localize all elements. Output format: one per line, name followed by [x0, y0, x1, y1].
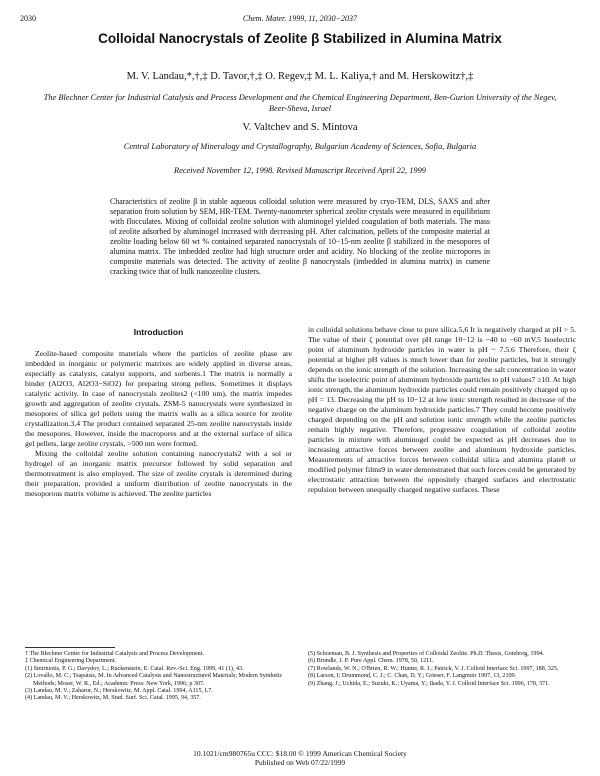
page-footer	[40, 749, 560, 767]
abstract: Characteristics of zeolite β in stable aqueous colloidal solution were measured by cryo-TEM, DLS, SAXS and after separation from solution by SEM, HR-TEM. Twenty-nanometer spherical zeolite crystals were measured in equilibrium with flocculates. Mixing of colloidal zeolite solution with aluminogel yielded coagulation of both materials. The mass of zeolite adsorbed by aluminogel increased with decreasing pH. After calcination, pellets of the composite material at zeolite loading below 60 wt % contained separated nanocrystals of 10−15-nm zeolite β stabilized in the mesopores of alumina matrix. The imbedded zeolite had high structure order and acidity. No blocking of the zeolite micropores in composite materials was detected. The activity of zeolite β nanocrystals (imbedded in alumina matrix) in cumene cracking twice that of bulk nanozeolite clusters.	[110, 197, 490, 276]
section-heading-introduction: Introduction	[133, 327, 184, 337]
doi-line: 10.1021/cm980765u CCC: $18.00 © 1999 American Chemical Society	[193, 749, 407, 758]
reference: (6) Brundle, J. P. Pure Appl. Chem. 1978, 50, 1211.	[308, 658, 434, 665]
footnote: ‡ Chemical Engineering Department.	[25, 658, 117, 665]
paragraph: Zeolite-based composite materials where the particles of zeolite phase are imbedded in inorganic or polymeric matrixes are widely applied in diverse areas, especially as catalysts, catalyst supports, and sorbents.1 The matrix is normally a binder (Al2O3, Al2O3−SiO2) for preparing strong pellets. Sometimes it displays catalytic activity. In case of nanocrystals zeolites2 (<100 nm), the matrix impedes growth and aggregation of zeolite crystals. ZSM-5 nanocrystals were synthesized in mesopores of silica gel pellets using the matrix walls as a silica source for zeolite crystallization.3,4 The product contained separated 25-nm zeolite nanocrystals inside the mesopores. However, inside the macropores and at the external surface of silica gel pellets, large zeolite crystals, >500 nm were formed.	[25, 349, 292, 448]
received-dates: Received November 12, 1998. Revised Manuscript Received April 22, 1999	[174, 166, 426, 175]
reference: (8) Larson, I; Drummond, C. J.; C. Chan, D. Y.; Grieser, F. Langmuir 1997, 13, 2109.	[308, 673, 517, 680]
reference: (5) Schoeman, B. J. Synthesis and Properties of Colloidal Zeolite. Ph.D. Thesis, Goteborg, 1994.	[308, 651, 545, 657]
affiliation-2: Central Laboratory of Mineralogy and Crystallography, Bulgarian Academy of Sciences, Sofia, Bulgaria	[123, 142, 477, 151]
footnote: † The Blechner Center for Industrial Catalysis and Process Development.	[25, 651, 204, 657]
footnotes-left	[25, 651, 292, 703]
publication-date: Published on Web 07/22/1999	[254, 758, 346, 767]
footnote-rule	[25, 647, 115, 648]
left-column	[25, 325, 292, 499]
paragraph: in colloidal solutions behave close to pure silica.5,6 It is negatively charged at pH > 5. The value of their ζ potential over pH range 10−12 is −40 to −60 mV.5 Isoelectric point of aluminum hydroxide particles in water is pH ~ 7.5.6 Therefore, their ζ potential at higher pH values is much lower than for zeolite particles, but it strongly depends on the ionic strength of the solution. Increasing the salt concentration in water shifts the isoelectric point of aluminum hydroxide particles to pH values7 ≥10. At high ionic strength, the aluminum hydroxide particles could remain positively charged up to pH = 13. Decreasing the pH to 10−12 at low ionic strength resulted in decrease of the negative charge on the aluminum hydroxide particles.7 They could become positively charged depending on the pH and solution ionic strength while the zeolite particles remain highly negative. Therefore, progressive coagulation of colloidal zeolite particles in mixture with aluminogel could be expected as pH decreases due to increasing attractive forces between zeolite and aluminum hydroxide particles. Measurements of attractive forces between colloidal silica and alumina plate8 or modified polymer films9 in water demonstrated that such forces could be generated by electrostatic attraction between the oppositely charged surfaces and electrostatic repulsion between unequally charged negative surfaces. These	[308, 325, 576, 494]
author-list-2: V. Valtchev and S. Mintova	[242, 122, 358, 133]
right-column	[308, 325, 576, 495]
page-number: 2030	[20, 14, 36, 23]
affiliation-1: The Blechner Center for Industrial Catalysis and Process Development and the Chemical Engineering Department, Ben-Gurion University of the Negev, Beer-Sheva, Israel	[43, 93, 557, 113]
reference: (1) Smirniotis, P. G.; Davydov, L.; Ruckenstein, E. Catal. Rev.-Sci. Eng. 1999, 41 (1), 43.	[25, 665, 244, 672]
article-title: Colloidal Nanocrystals of Zeolite β Stabilized in Alumina Matrix	[98, 31, 502, 46]
reference: (9) Zhang, J.; Uchida, E.; Suzuki, K.; Uyama, Y.; Ikada, Y. J. Colloid Interface Sci. 1996, 178, 371.	[308, 680, 550, 687]
reference: (7) Rowlands, W. N.; O'Brien, R. W.; Hunter, R. J.; Patrick, V. J. Colloid Interface Sci. 1997, 188, 325.	[308, 665, 559, 672]
reference: (4) Landau, M. V.; Herskowitz, M. Stud. Surf. Sci. Catal. 1995, 94, 357.	[25, 695, 201, 702]
author-list-1: M. V. Landau,*,†,‡ D. Tavor,†,‡ O. Regev,‡ M. L. Kaliya,† and M. Herskowitz†,‡	[126, 71, 474, 82]
reference: (3) Landau, M. V.; Zaharur, N.; Herskowitz, M. Appl. Catal. 1994, A115, L7.	[25, 688, 213, 695]
paragraph: Mixing the colloidal zeolite solution containing nanocrystals2 with a sol or hydrogel of an inorganic matrix precursor followed by solid separation and thermotreatment is also employed. The size of zeolite crystals is determined during their preparation, provided a uniform distribution of zeolite nanocrystals in the mesoporous matrix volume is achieved. The zeolite particles	[25, 449, 292, 498]
reference: (2) Lovallo, M. C.; Tsapatsis, M. In Advanced Catalysts and Nanostructured Materials; Modern Synthetic Methods; Moser, W. R., Ed.; Academic Press: New York, 1996; p 307.	[25, 673, 283, 687]
footnotes-right	[308, 651, 576, 688]
journal-citation: Chem. Mater. 1999, 11, 2030−2037	[242, 14, 358, 23]
